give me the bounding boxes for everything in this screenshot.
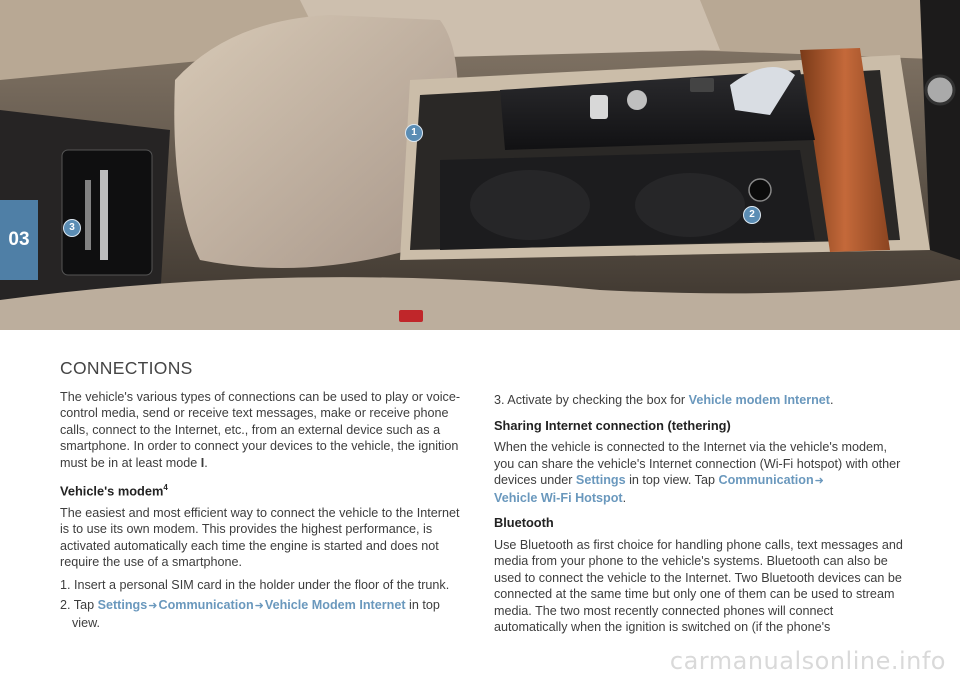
modem-heading bbox=[60, 480, 465, 500]
left-column bbox=[60, 360, 465, 635]
tethering-mid: in top view. Tap bbox=[625, 473, 719, 487]
right-column bbox=[494, 392, 904, 642]
settings-link[interactable]: Settings bbox=[97, 598, 148, 613]
footnote-marker: 4 bbox=[163, 483, 168, 492]
step-2-suffix: in top view. bbox=[72, 598, 440, 630]
callout-3: 3 bbox=[63, 219, 81, 237]
intro-text: The vehicle's various types of connections can be used to play or voice-control media, send or receive text messages, make or receive phone calls, connect to the Internet, etc., from an external device such as a smartphone. In order to connect your devices to the vehicle, the ignition must be in at least mode bbox=[60, 389, 461, 470]
tethering-paragraph bbox=[494, 439, 904, 506]
arrow-right-icon: ➜ bbox=[254, 600, 264, 613]
callout-2: 2 bbox=[743, 206, 761, 224]
chapter-number: 03 bbox=[8, 229, 30, 250]
arrow-right-icon: ➜ bbox=[814, 475, 824, 487]
section-title: CONNECTIONS bbox=[60, 358, 193, 378]
callout-1: 1 bbox=[405, 124, 423, 142]
tethering-heading: Sharing Internet connection (tethering) bbox=[494, 417, 731, 433]
step-2-prefix: 2. Tap bbox=[60, 598, 98, 613]
settings-link[interactable]: Settings bbox=[575, 473, 626, 487]
communication-link[interactable]: Communication bbox=[718, 473, 814, 487]
vehicle-modem-internet-checkbox-link[interactable]: Vehicle modem Internet bbox=[688, 393, 830, 407]
vehicle-modem-internet-link[interactable]: Vehicle Modem Internet bbox=[264, 598, 406, 613]
arrow-right-icon: ➜ bbox=[148, 600, 158, 613]
step-3 bbox=[494, 392, 904, 409]
vehicle-wifi-hotspot-link[interactable]: Vehicle Wi-Fi Hotspot bbox=[494, 490, 623, 505]
tethering-text: When the vehicle is connected to the Internet via the vehicle's modem, you can share the vehicle's Internet connection (Wi-Fi hotspot) with other devices under bbox=[494, 440, 901, 487]
intro-paragraph bbox=[60, 389, 465, 472]
step-2 bbox=[60, 597, 465, 631]
watermark: carmanualsonline.info bbox=[669, 647, 946, 675]
console-photo bbox=[0, 0, 960, 330]
intro-end: . bbox=[204, 455, 208, 470]
communication-link[interactable]: Communication bbox=[158, 598, 254, 613]
modem-paragraph: The easiest and most efficient way to connect the vehicle to the Internet is to use its own modem. This provides the highest performance, is activated automatically each time the engine is started and does not require the use of a smartphone. bbox=[60, 505, 460, 570]
step-3-suffix: . bbox=[830, 393, 834, 407]
ignition-mode: I bbox=[200, 455, 205, 470]
console-illustration bbox=[0, 0, 960, 330]
tethering-end: . bbox=[622, 490, 627, 505]
step-1: 1. Insert a personal SIM card in the holder under the floor of the trunk. bbox=[60, 577, 450, 592]
bluetooth-paragraph: Use Bluetooth as first choice for handling phone calls, text messages and media from your phone to the vehicle's systems. Bluetooth can also be used to connect the vehicle to the Internet. Two Bluetooth devices can be connected at the same time but only one of them can be used to stream media. The two most recently connected phones will connect automatically when the ignition is switched on (if the phone's bbox=[494, 537, 903, 634]
step-3-prefix: 3. Activate by checking the box for bbox=[494, 393, 689, 407]
modem-heading-text: Vehicle's modem bbox=[60, 483, 164, 499]
chapter-tab[interactable] bbox=[0, 200, 38, 280]
bluetooth-heading: Bluetooth bbox=[494, 515, 554, 530]
